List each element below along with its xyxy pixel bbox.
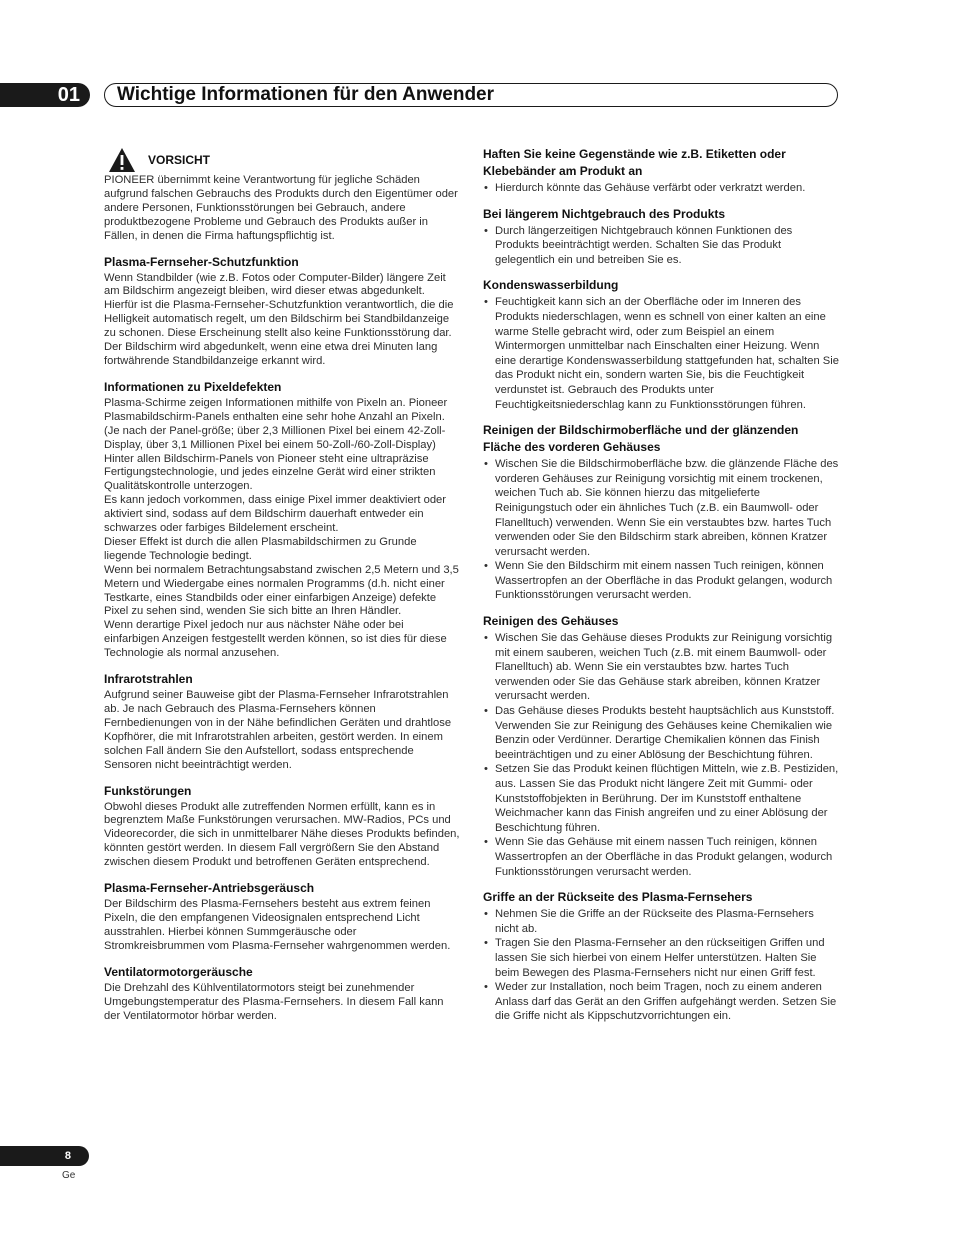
caution-header: [108, 146, 460, 174]
language-code: Ge: [62, 1170, 76, 1181]
section-heading: Plasma-Fernseher-Schutzfunktion: [104, 254, 299, 269]
bullet-list: [483, 181, 839, 196]
warning-triangle-icon: [108, 147, 136, 173]
section-paragraph: Es kann jedoch vorkommen, dass einige Pixel immer deaktiviert oder aktiviert sind, sodass auf dem Bildschirm dauerhaft entweder ein schwarzes oder farbiges Bildelement erscheint.: [104, 494, 446, 535]
list-item: • Wischen Sie das Gehäuse dieses Produkts zur Reinigung vorsichtig mit einem sauberen, weichen Tuch (z.B. mit einem Baumwoll- oder Flanelltuch) ab. Wenn Sie ein verstaubtes bzw. hartes Tuch verwenden oder Sie das Gehäuse stark abreiben, können Kratzer verursacht werden.: [484, 632, 833, 703]
list-item: • Wischen Sie die Bildschirmoberfläche bzw. die glänzende Fläche des vorderen Gehäuses zur Reinigung vorsichtig mit einem trockenen, weichen Tuch ab. Sie können hierzu das mitgelieferte Reinigungstuch oder ein ähnliches Tuch (z.B. ein Baumwoll- oder Flanelltuch) verwenden. Wenn Sie ein verstaubtes bzw. hartes Tuch verwenden oder Sie den Bildschirm stark abreiben, können Kratzer verursacht werden.: [484, 458, 839, 558]
section-heading: Ventilatormotorgeräusche: [104, 964, 253, 979]
page-title: Wichtige Informationen für den Anwender: [117, 84, 495, 105]
caution-label: VORSICHT: [148, 153, 211, 167]
section-heading: Infrarotstrahlen: [104, 672, 193, 687]
caution-text: PIONEER übernimmt keine Verantwortung für jegliche Schäden aufgrund falschen Gebrauchs des Produkts durch den Eigentümer oder andere Personen, Funktionsstörungen bei Gebrauch, andere produktbezogene Probleme und Gebrauch des Produkts außer in Fällen, in denen die Firma haftungspflichtig ist.: [104, 174, 458, 242]
section-heading: Kondenswasserbildung: [483, 278, 619, 293]
list-item: • Das Gehäuse dieses Produkts besteht hauptsächlich aus Kunststoff. Verwenden Sie zur Reinigung des Gehäuses keine Chemikalien wie Benzin oder Verdünner. Derartige Chemikalien können das Finish beeinträchtigen und zu einer Ablösung der Beschichtung führen.: [484, 705, 835, 761]
list-item: • Tragen Sie den Plasma-Fernseher an den rückseitigen Griffen und lassen Sie sich hierbei von einem Helfer unterstützen. Halten Sie beim Bewegen des Plasma-Fernsehers nicht nur einen Griff fest.: [484, 937, 825, 979]
section-heading: Funkstörungen: [104, 783, 192, 798]
list-item: • Nehmen Sie die Griffe an der Rückseite des Plasma-Fernsehers nicht ab.: [484, 908, 814, 935]
bullet-list: [483, 907, 839, 1024]
section-heading: Griffe an der Rückseite des Plasma-Fernsehers: [483, 890, 753, 905]
list-item: • Weder zur Installation, noch beim Tragen, noch zu einem anderen Anlass darf das Gerät an den Griffen aufgehängt werden. Setzen Sie die Griffe nicht als Kippschutzvorrichtungen ein.: [484, 981, 837, 1023]
section-heading: Reinigen des Gehäuses: [483, 614, 619, 629]
section-paragraph: Wenn derartige Pixel jedoch nur aus nächster Nähe oder bei einfarbigen Anzeigen festgestellt werden können, so ist dies für diese Technologie als normal anzusehen.: [104, 619, 447, 660]
chapter-title-bar: [104, 83, 838, 107]
section-paragraph: Die Drehzahl des Kühlventilatormotors steigt bei zunehmender Umgebungstemperatur des Plasma-Fernsehers. In diesem Fall kann der Ventilatormotor hörbar werden.: [104, 981, 444, 1022]
section-paragraph: Obwohl dieses Produkt alle zutreffenden Normen erfüllt, kann es in begrenztem Maße Funkstörungen verursachen. MW-Radios, PCs und Videorecorder, die sich in unmittelbarer Nähe dieses Produkts befinden, könnten gestört werden. In diesem Fall vergrößern Sie den Abstand zwischen diesem Produkt und betroffenen Geräten entsprechend.: [104, 800, 460, 869]
list-item: • Wenn Sie das Gehäuse mit einem nassen Tuch reinigen, können Wassertropfen an der Oberfläche in das Produkt gelangen, wodurch Funktionsstörungen verursacht werden.: [484, 836, 833, 878]
section-paragraph: Dieser Effekt ist durch die allen Plasmabildschirmen zu Grunde liegende Technologie bedingt.: [104, 535, 417, 562]
list-item: • Feuchtigkeit kann sich an der Oberfläche oder im Inneren des Produkts niederschlagen, wenn es schnell von einer kalten an eine warme Stelle gebracht wird, oder zum Beispiel an einem Wintermorgen unmittelbar nach Einschalten einer Heizung. Wenn eine derartige Kondenswasserbildung stattgefunden hat, schalten Sie das Produkt nicht ein, sondern warten Sie, bis die Feuchtigkeit verdunstet ist. Gebrauch des Produkts unter Feuchtigkeitsniederschlag kann zu Funktionsstörungen führen.: [484, 296, 839, 411]
page-number-badge: 8: [0, 1146, 89, 1166]
list-item: • Durch längerzeitigen Nichtgebrauch können Funktionen des Produkts beeinträchtigt werden. Schalten Sie das Produkt gelegentlich ein und betreiben Sie es.: [484, 224, 793, 266]
section-paragraph: Plasma-Schirme zeigen Informationen mithilfe von Pixeln an. Pioneer Plasmabildschirm-Panels enthalten eine sehr hohe Anzahl an Pixeln. (Je nach der Panel-größe; über 2,3 Millionen Pixel bei einem 42-Zoll-Display, über 3,1 Millionen Pixel bei einem 50-Zoll-/60-Zoll-Display) Hinter allen Bildschirm-Panels von Pioneer steht eine ultrapräzise Fertigungstechnologie, und jedes einzelne Gerät wird einer strikten Qualitätskontrolle unterzogen.: [104, 396, 448, 493]
section-paragraph: Wenn Standbilder (wie z.B. Fotos oder Computer-Bilder) längere Zeit am Bildschirm angezeigt bleiben, wird dieser etwas abgedunkelt. Hierfür ist die Plasma-Fernseher-Schutzfunktion verantwortlich, die die Helligkeit automatisch regelt, um den Bildschirm bei Standbildanzeige zu schonen. Diese Erscheinung stellt also keine Funktionsstörung dar. Der Bildschirm wird abgedunkelt, wenn eine etwa drei Minuten lang fortwährende Standbildanzeige erkannt wird.: [104, 271, 454, 367]
section-paragraph: Wenn bei normalem Betrachtungsabstand zwischen 2,5 Metern und 3,5 Metern und Wiedergabe eines normalen Programms (d.h. nicht einer Testkarte, eines Standbilds oder einer einfarbigen Anzeige) defekte Pixel zu sehen sind, wenden Sie sich bitte an Ihren Händler.: [104, 563, 459, 618]
right-column: [483, 146, 839, 1024]
section-paragraph: Der Bildschirm des Plasma-Fernsehers besteht aus extrem feinen Pixeln, die den empfangenen Videosignalen entsprechend Licht ausstrahlen. Hierbei können Summgeräusche oder Stromkreisbrummen vom Plasma-Fernseher wahrgenommen werden.: [104, 898, 451, 952]
left-column: [104, 146, 460, 1023]
chapter-number-badge: 01: [0, 83, 90, 107]
list-item: • Wenn Sie den Bildschirm mit einem nassen Tuch reinigen, können Wassertropfen an der Oberfläche in das Produkt gelangen, wodurch Funktionsstörungen verursacht werden.: [484, 560, 833, 602]
section-paragraph: Aufgrund seiner Bauweise gibt der Plasma-Fernseher Infrarotstrahlen ab. Je nach Gebrauch des Plasma-Fernsehers können Fernbedienungen von in der Nähe befindlichen Geräten und drahtlose Kopfhörer, die mit Infrarotstrahlen arbeiten, gestört werden. In einem solchen Fall ändern Sie den Aufstellort, sodass entsprechende Sensoren nicht beeinträchtigt werden.: [104, 689, 452, 771]
section-heading: Haften Sie keine Gegenstände wie z.B. Etiketten oder Klebebänder am Produkt an: [483, 147, 786, 178]
bullet-list: [483, 224, 839, 268]
section-heading: Reinigen der Bildschirmoberfläche und der glänzenden Fläche des vorderen Gehäuses: [483, 423, 799, 455]
section-heading: Plasma-Fernseher-Antriebsgeräusch: [104, 881, 315, 896]
section-heading: Informationen zu Pixeldefekten: [104, 379, 282, 394]
bullet-list: [483, 457, 839, 603]
section-heading: Bei längerem Nichtgebrauch des Produkts: [483, 206, 726, 221]
list-item: • Setzen Sie das Produkt keinen flüchtigen Mitteln, wie z.B. Pestiziden, aus. Lassen Sie das Produkt nicht längere Zeit mit Gummi- oder Kunststoffobjekten in Berührung. Der im Kunststoff enthaltene Weichmacher kann das Finish angreifen und zu einer Ablösung der Beschichtung führen.: [484, 763, 839, 834]
bullet-list: [483, 631, 839, 879]
list-item: • Hierdurch könnte das Gehäuse verfärbt oder verkratzt werden.: [484, 182, 806, 194]
bullet-list: [483, 295, 839, 412]
